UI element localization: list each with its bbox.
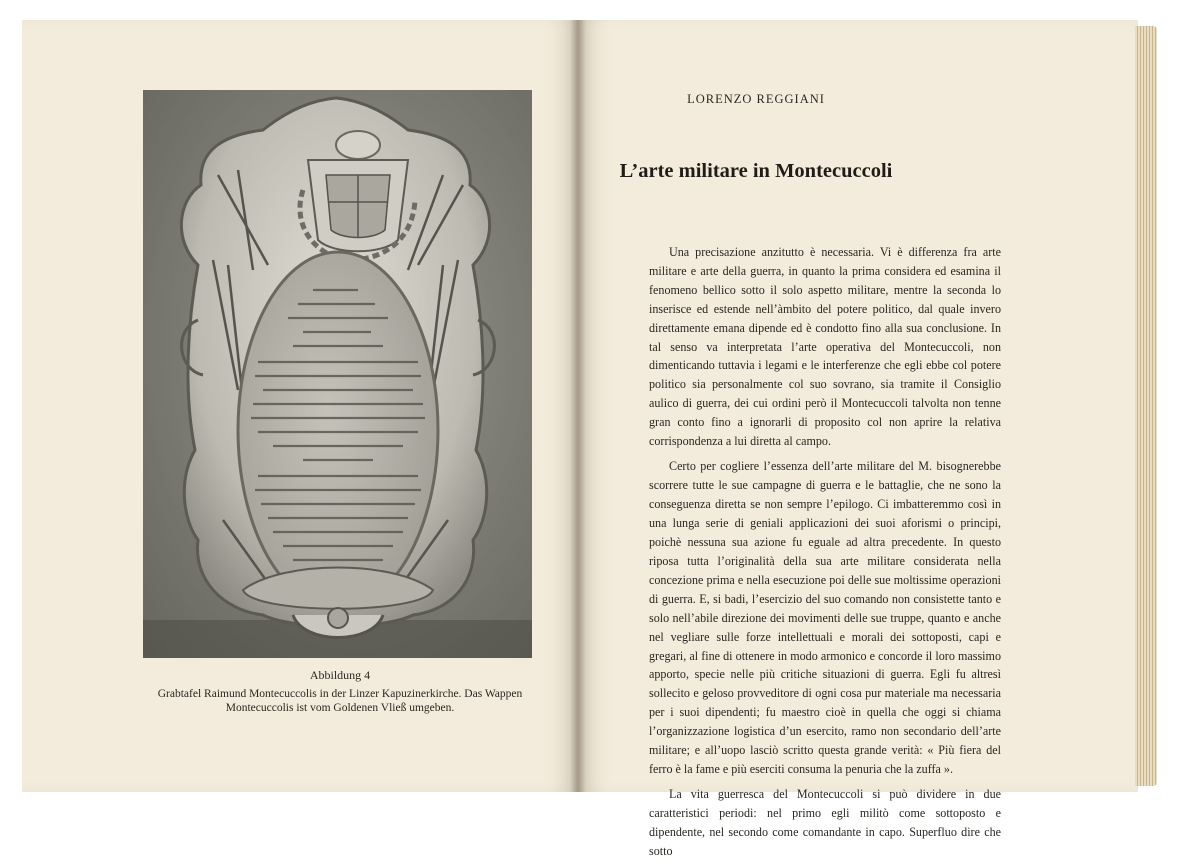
article-body: [649, 243, 1001, 868]
paragraph: Certo per cogliere l’essenza dell’arte militare del M. bisognerebbe scorrere tutte le sue campagne di guerra e le battaglie, che ne sono la conseguenza diretta se non sempre l’epilogo. Ci imbatteremmo così in una lunga serie di geniali applicazioni dei suoi aforismi o principi, poichè nessuna sua azione fu eguale ad altra precedente. In questo riposa tutta l’originalità della sua arte militare considerata nella concezione prima e nella esecuzione poi delle sue moltissime operazioni di guerra. E, si badi, l’esercizio del suo comando non consistette tanto e solo nell’abile direzione dei movimenti delle sue truppe, quanto e anche nel vegliare sulle forze intellettuali e morali dei sottoposti, capi e gregari, al fine di ottenere in modo armonico e concorde il loro massimo apporto, specie nelle più critiche situazioni di guerra. Egli fu altresì sollecito e geloso provveditore di ogni cosa pur materiale ma necessaria per i suoi dipendenti; fu maestro cioè in quella che oggi si chiama l’organizzazione logistica d’un esercito, ramo non secondario dell’arte militare; e all’uopo lasciò scritto questa grande verità: « Più fiera del ferro è la fame e più eserciti consuma la penuria che la zuffa ».: [649, 459, 1001, 776]
caption-text: Grabtafel Raimund Montecuccolis in der Linzer Kapuzinerkirche. Das Wappen Montecuccolis ist vom Goldenen Vließ umgeben.: [157, 688, 523, 714]
author-name: LORENZO REGGIANI: [687, 92, 825, 106]
book-spine: [570, 20, 586, 792]
page-edges: [1135, 26, 1157, 786]
paragraph: Una precisazione anzitutto è necessaria. Vi è differenza fra arte militare e arte della guerra, in quanto la prima considera ed esamina il fenomeno bellico sotto il solo aspetto militare, mentre la seconda lo inserisce ed estende nell’àmbito del potere politico, dal quale invero direttamente emana dipende ed è condotto fino alla sua conclusione. In tal senso va interpretata l’arte operativa del Montecuccoli, non dimenticando tuttavia i legami e le interferenze che egli ebbe col potere politico sia personalmente col suo sovrano, sia tramite il Consiglio aulico di guerra, dei cui ordini però il Montecuccoli talvolta non tenne gran conto fino a ignorarli di proposito col non aprire la relativa corrispondenza a lui diretta al campo.: [649, 245, 1001, 449]
figure-label: Abbildung 4: [309, 668, 371, 682]
tablet-illustration: [143, 90, 532, 658]
figure-caption: [140, 668, 540, 715]
open-book: [22, 20, 1155, 859]
article-title: L’arte militare in Montecuccoli: [619, 160, 893, 182]
inscription-oval: [238, 252, 438, 608]
paragraph: La vita guerresca del Montecuccoli si può dividere in due caratteristici periodi: nel primo egli militò come sottoposto e dipendente, nel secondo come comandante in capo. Superfluo dire che sotto: [649, 787, 1001, 859]
memorial-tablet-photo: [143, 90, 532, 658]
